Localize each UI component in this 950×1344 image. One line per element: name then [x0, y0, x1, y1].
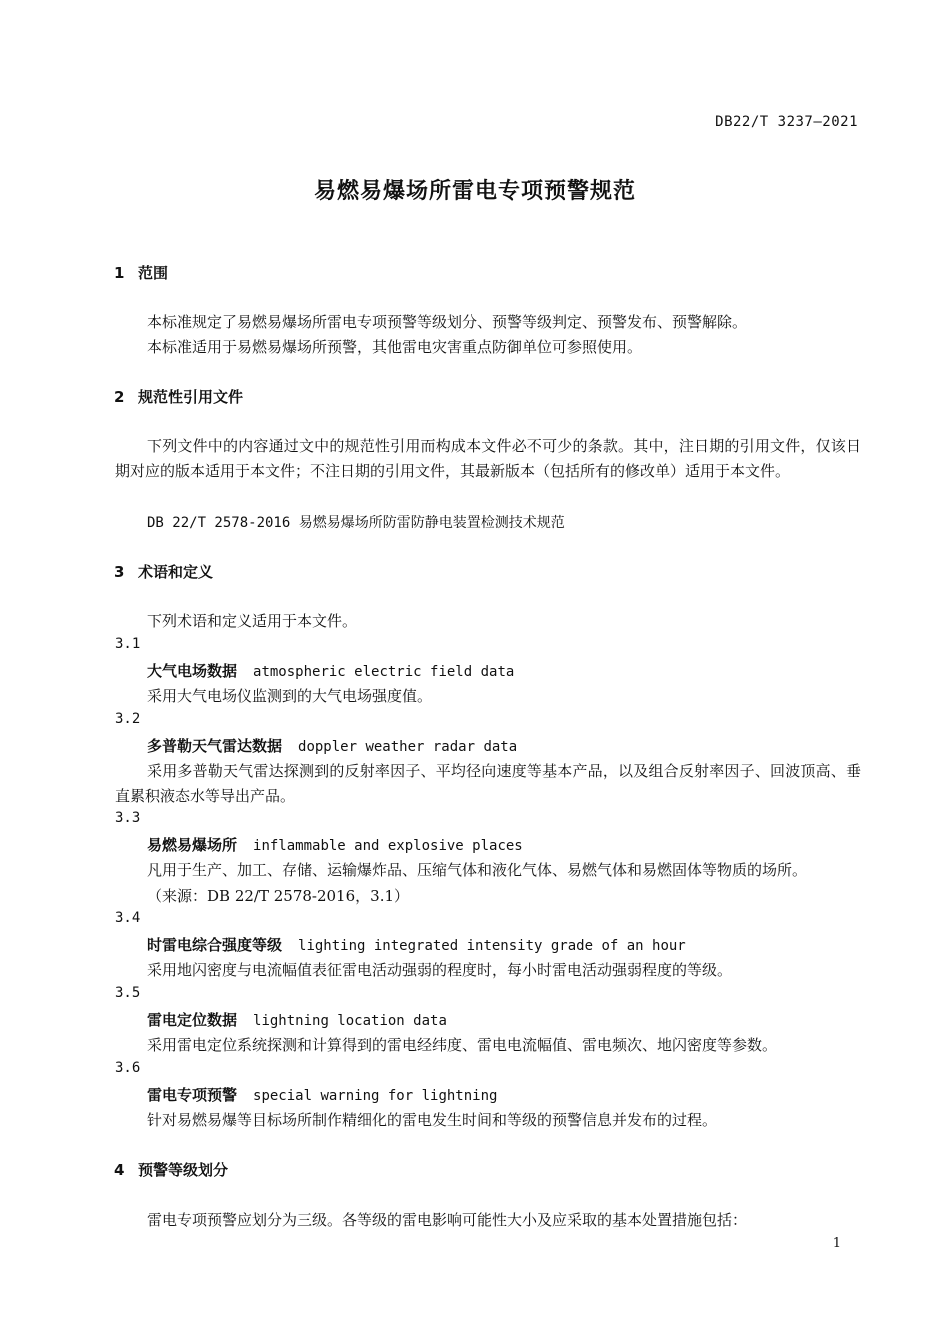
- section-2-paragraph: 下列文件中的内容通过文中的规范性引用而构成本文件必不可少的条款。其中，注日期的引用文件，仅该日期对应的版本适用于本文件；不注日期的引用文件，其最新版本（包括所有的修改单）适用于本文件。: [115, 437, 861, 480]
- term-heading: [147, 1009, 447, 1030]
- term-number: 3.1: [115, 636, 141, 652]
- term-definition: 采用大气电场仪监测到的大气电场强度值。: [147, 687, 433, 705]
- term-en: doppler weather radar data: [298, 739, 518, 755]
- section-number: 3: [114, 563, 125, 581]
- section-1-heading: [114, 262, 168, 283]
- term-heading: [147, 934, 686, 955]
- section-title: 范围: [138, 264, 169, 282]
- section-number: 1: [114, 264, 125, 282]
- section-number: 2: [114, 388, 125, 406]
- term-number: 3.4: [115, 910, 141, 926]
- term-heading: [147, 735, 517, 756]
- term-definition: 采用多普勒天气雷达探测到的反射率因子、平均径向速度等基本产品，以及组合反射率因子、回波顶高、垂直累积液态水等导出产品。: [115, 762, 861, 805]
- section-1-paragraph-1: 本标准规定了易燃易爆场所雷电专项预警等级划分、预警等级判定、预警发布、预警解除。: [147, 313, 748, 331]
- section-1-paragraph-2: 本标准适用于易燃易爆场所预警，其他雷电灾害重点防御单位可参照使用。: [147, 338, 643, 356]
- section-3-heading: [114, 561, 213, 582]
- term-number: 3.6: [115, 1060, 141, 1076]
- normative-reference: DB 22/T 2578-2016 易燃易爆场所防雷防静电装置检测技术规范: [147, 515, 565, 531]
- section-title: 术语和定义: [138, 563, 214, 581]
- term-en: special warning for lightning: [253, 1088, 498, 1104]
- term-definition: 采用地闪密度与电流幅值表征雷电活动强弱的程度时，每小时雷电活动强弱程度的等级。: [147, 961, 733, 979]
- term-heading: [147, 1084, 497, 1105]
- term-zh: 易燃易爆场所: [147, 836, 238, 854]
- section-title: 预警等级划分: [138, 1161, 229, 1179]
- term-heading: [147, 834, 523, 855]
- term-zh: 多普勒天气雷达数据: [147, 737, 283, 755]
- term-zh: 时雷电综合强度等级: [147, 936, 283, 954]
- term-number: 3.3: [115, 810, 141, 826]
- term-zh: 雷电定位数据: [147, 1011, 238, 1029]
- section-title: 规范性引用文件: [138, 388, 244, 406]
- term-number: 3.2: [115, 711, 141, 727]
- term-zh: 雷电专项预警: [147, 1086, 238, 1104]
- page-number: 1: [832, 1236, 841, 1251]
- section-2-heading: [114, 386, 243, 407]
- term-en: inflammable and explosive places: [253, 838, 523, 854]
- term-zh: 大气电场数据: [147, 662, 238, 680]
- term-definition: 针对易燃易爆等目标场所制作精细化的雷电发生时间和等级的预警信息并发布的过程。: [147, 1111, 718, 1129]
- section-4-paragraph: 雷电专项预警应划分为三级。各等级的雷电影响可能性大小及应采取的基本处置措施包括：: [147, 1211, 748, 1229]
- term-heading: [147, 660, 514, 681]
- section-3-intro: 下列术语和定义适用于本文件。: [147, 612, 358, 630]
- term-source: （来源：DB 22/T 2578-2016，3.1）: [147, 887, 410, 905]
- term-en: atmospheric electric field data: [253, 664, 515, 680]
- term-number: 3.5: [115, 985, 141, 1001]
- term-en: lightning location data: [253, 1013, 447, 1029]
- document-title: 易燃易爆场所雷电专项预警规范: [313, 179, 636, 204]
- term-definition: 凡用于生产、加工、存储、运输爆炸品、压缩气体和液化气体、易燃气体和易燃固体等物质的场所。: [147, 861, 808, 879]
- term-definition: 采用雷电定位系统探测和计算得到的雷电经纬度、雷电电流幅值、雷电频次、地闪密度等参数。: [147, 1036, 778, 1054]
- term-en: lighting integrated intensity grade of an hour: [298, 938, 686, 954]
- standard-code: DB22/T 3237—2021: [715, 114, 858, 130]
- section-4-heading: [114, 1159, 228, 1180]
- section-number: 4: [114, 1161, 125, 1179]
